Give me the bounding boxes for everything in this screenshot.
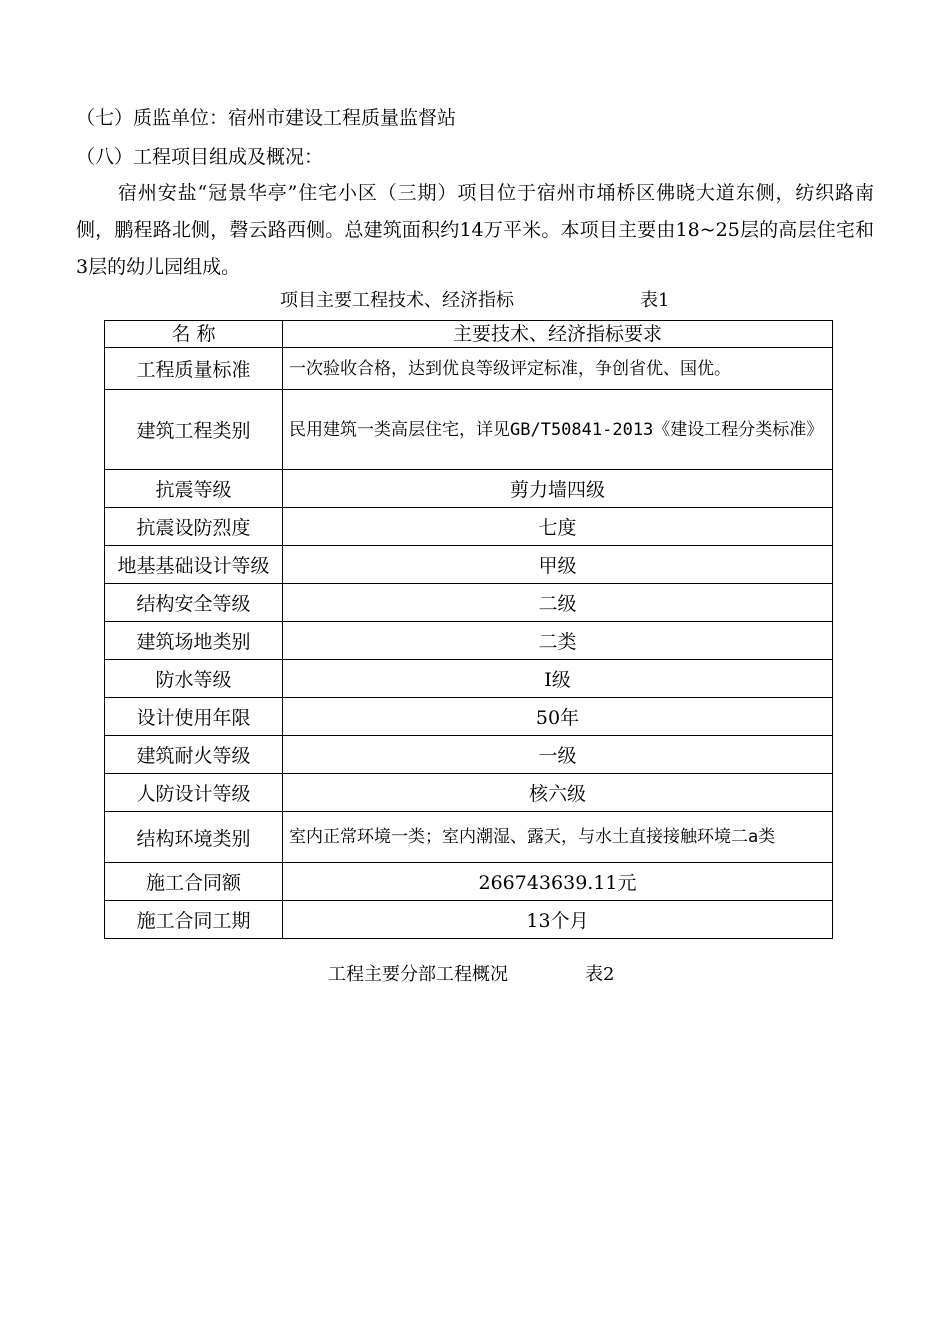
row-value: 13个月	[283, 901, 833, 939]
row-value: Ⅰ级	[283, 660, 833, 698]
row-name: 抗震设防烈度	[105, 508, 283, 546]
row-value: 核六级	[283, 774, 833, 812]
row-name: 施工合同额	[105, 863, 283, 901]
table-row	[105, 584, 833, 622]
row-name: 建筑场地类别	[105, 622, 283, 660]
row-value: 甲级	[283, 546, 833, 584]
row-name: 建筑工程类别	[105, 390, 283, 470]
table2-caption: 工程主要分部工程概况	[328, 964, 508, 985]
row-name: 建筑耐火等级	[105, 736, 283, 774]
row-name: 设计使用年限	[105, 698, 283, 736]
table-row	[105, 660, 833, 698]
table-row	[105, 863, 833, 901]
row-value: 民用建筑一类高层住宅，详见GB/T50841-2013《建设工程分类标准》	[283, 390, 833, 470]
table-row	[105, 622, 833, 660]
table1-caption: 项目主要工程技术、经济指标	[280, 290, 514, 311]
project-description-paragraph: 宿州安盐“冠景华亭”住宅小区（三期）项目位于宿州市埇桥区佛晓大道东侧，纺织路南侧，鹏程路北侧，磬云路西侧。总建筑面积约14万平米。本项目主要由18~25层的高层住宅和3层的幼儿园组成。	[76, 182, 874, 278]
table-row	[105, 774, 833, 812]
table-row	[105, 736, 833, 774]
table-row	[105, 508, 833, 546]
table-row	[105, 348, 833, 390]
table-row	[105, 901, 833, 939]
row-name: 结构安全等级	[105, 584, 283, 622]
header-name: 名 称	[105, 321, 283, 348]
quality-supervision-heading: （七）质监单位：宿州市建设工程质量监督站	[76, 107, 457, 129]
row-value: 七度	[283, 508, 833, 546]
row-name: 工程质量标准	[105, 348, 283, 390]
table-row	[105, 812, 833, 863]
table-row	[105, 546, 833, 584]
row-value: 266743639.11元	[283, 863, 833, 901]
header-value: 主要技术、经济指标要求	[283, 321, 833, 348]
row-value: 一级	[283, 736, 833, 774]
table-header-row	[105, 321, 833, 348]
row-name: 人防设计等级	[105, 774, 283, 812]
project-overview-heading: （八）工程项目组成及概况：	[76, 146, 324, 168]
row-name: 抗震等级	[105, 470, 283, 508]
table-row	[105, 470, 833, 508]
row-name: 防水等级	[105, 660, 283, 698]
row-name: 结构环境类别	[105, 812, 283, 863]
row-value: 二类	[283, 622, 833, 660]
row-name: 地基基础设计等级	[105, 546, 283, 584]
table-row	[105, 390, 833, 470]
row-value: 室内正常环境一类；室内潮湿、露天，与水土直接接触环境二a类	[283, 812, 833, 863]
technical-economic-indicators-table	[104, 320, 833, 939]
row-value: 50年	[283, 698, 833, 736]
table2-number: 表2	[585, 964, 615, 985]
table-row	[105, 698, 833, 736]
row-value: 剪力墙四级	[283, 470, 833, 508]
row-name: 施工合同工期	[105, 901, 283, 939]
row-value: 一次验收合格，达到优良等级评定标准，争创省优、国优。	[283, 348, 833, 390]
row-value: 二级	[283, 584, 833, 622]
table1-number: 表1	[640, 290, 670, 311]
